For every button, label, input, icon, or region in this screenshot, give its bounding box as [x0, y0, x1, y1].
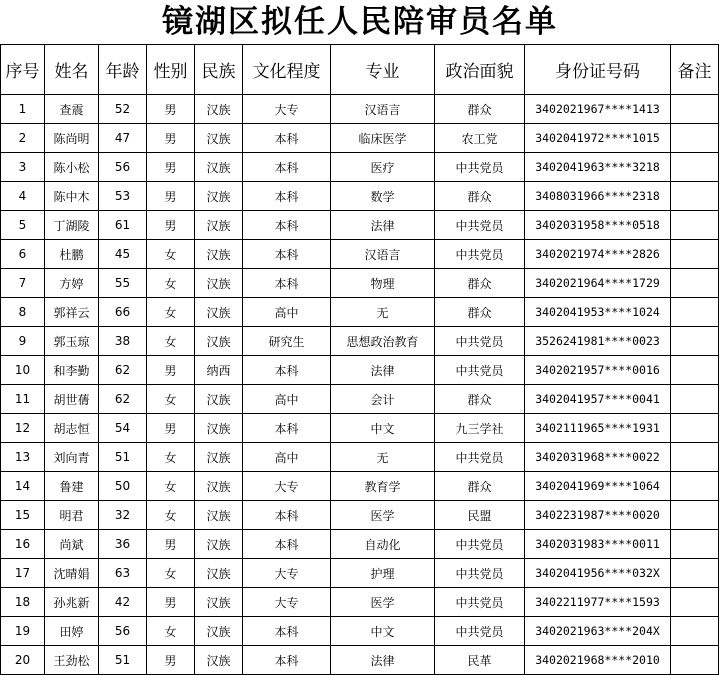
cell-name: 胡志恒 [45, 414, 99, 443]
cell-remarks [671, 153, 719, 182]
cell-age: 61 [99, 211, 147, 240]
cell-major: 法律 [331, 646, 435, 675]
cell-gender: 女 [147, 269, 195, 298]
cell-gender: 男 [147, 124, 195, 153]
cell-remarks [671, 501, 719, 530]
cell-id-number: 3402041963****3218 [525, 153, 671, 182]
cell-id-number: 3402021964****1729 [525, 269, 671, 298]
cell-id-number: 3402111965****1931 [525, 414, 671, 443]
cell-gender: 女 [147, 501, 195, 530]
cell-gender: 女 [147, 327, 195, 356]
cell-index: 2 [1, 124, 45, 153]
cell-education: 本科 [243, 269, 331, 298]
cell-age: 62 [99, 385, 147, 414]
cell-political-status: 中共党员 [435, 588, 525, 617]
table-body [1, 95, 719, 675]
cell-education: 本科 [243, 530, 331, 559]
cell-id-number: 3402231987****0020 [525, 501, 671, 530]
cell-index: 5 [1, 211, 45, 240]
cell-name: 胡世蒨 [45, 385, 99, 414]
cell-name: 陈中木 [45, 182, 99, 211]
cell-political-status: 中共党员 [435, 153, 525, 182]
header-gender: 性别 [147, 45, 195, 95]
cell-name: 鲁建 [45, 472, 99, 501]
cell-name: 沈晴娟 [45, 559, 99, 588]
header-id-number: 身份证号码 [525, 45, 671, 95]
cell-gender: 男 [147, 95, 195, 124]
cell-id-number: 3408031966****2318 [525, 182, 671, 211]
cell-political-status: 群众 [435, 269, 525, 298]
cell-education: 大专 [243, 472, 331, 501]
cell-remarks [671, 559, 719, 588]
header-major: 专业 [331, 45, 435, 95]
cell-major: 数学 [331, 182, 435, 211]
cell-name: 明君 [45, 501, 99, 530]
cell-education: 高中 [243, 298, 331, 327]
cell-gender: 男 [147, 646, 195, 675]
cell-major: 法律 [331, 211, 435, 240]
cell-major: 无 [331, 298, 435, 327]
cell-age: 38 [99, 327, 147, 356]
cell-remarks [671, 240, 719, 269]
table-row [1, 124, 719, 153]
cell-age: 66 [99, 298, 147, 327]
cell-name: 查震 [45, 95, 99, 124]
cell-major: 思想政治教育 [331, 327, 435, 356]
cell-id-number: 3402041956****032X [525, 559, 671, 588]
cell-education: 本科 [243, 240, 331, 269]
cell-remarks [671, 211, 719, 240]
cell-political-status: 民革 [435, 646, 525, 675]
cell-education: 大专 [243, 559, 331, 588]
cell-id-number: 3402041972****1015 [525, 124, 671, 153]
table-row [1, 298, 719, 327]
cell-id-number: 3402021957****0016 [525, 356, 671, 385]
cell-major: 中文 [331, 414, 435, 443]
header-political-status: 政治面貌 [435, 45, 525, 95]
cell-major: 护理 [331, 559, 435, 588]
cell-index: 20 [1, 646, 45, 675]
cell-remarks [671, 182, 719, 211]
cell-index: 3 [1, 153, 45, 182]
cell-ethnicity: 汉族 [195, 95, 243, 124]
cell-name: 和李勤 [45, 356, 99, 385]
cell-index: 7 [1, 269, 45, 298]
cell-index: 14 [1, 472, 45, 501]
table-row [1, 153, 719, 182]
header-row [1, 45, 719, 95]
cell-major: 临床医学 [331, 124, 435, 153]
cell-gender: 男 [147, 211, 195, 240]
cell-name: 丁湖陵 [45, 211, 99, 240]
cell-gender: 男 [147, 588, 195, 617]
cell-gender: 男 [147, 182, 195, 211]
cell-education: 本科 [243, 617, 331, 646]
cell-ethnicity: 汉族 [195, 153, 243, 182]
table-row [1, 182, 719, 211]
cell-major: 医学 [331, 588, 435, 617]
cell-major: 汉语言 [331, 95, 435, 124]
cell-gender: 男 [147, 356, 195, 385]
cell-age: 53 [99, 182, 147, 211]
cell-political-status: 中共党员 [435, 559, 525, 588]
cell-ethnicity: 汉族 [195, 327, 243, 356]
cell-age: 32 [99, 501, 147, 530]
cell-education: 大专 [243, 95, 331, 124]
table-row [1, 646, 719, 675]
cell-major: 物理 [331, 269, 435, 298]
cell-name: 方婷 [45, 269, 99, 298]
cell-ethnicity: 汉族 [195, 240, 243, 269]
header-index: 序号 [1, 45, 45, 95]
cell-education: 本科 [243, 153, 331, 182]
cell-id-number: 3402031968****0022 [525, 443, 671, 472]
table-row [1, 211, 719, 240]
cell-age: 51 [99, 443, 147, 472]
cell-gender: 女 [147, 472, 195, 501]
cell-ethnicity: 汉族 [195, 646, 243, 675]
cell-age: 54 [99, 414, 147, 443]
cell-ethnicity: 汉族 [195, 472, 243, 501]
table-row [1, 385, 719, 414]
cell-education: 高中 [243, 385, 331, 414]
cell-ethnicity: 汉族 [195, 617, 243, 646]
table-row [1, 559, 719, 588]
cell-id-number: 3526241981****0023 [525, 327, 671, 356]
cell-political-status: 群众 [435, 472, 525, 501]
header-ethnicity: 民族 [195, 45, 243, 95]
cell-major: 法律 [331, 356, 435, 385]
cell-ethnicity: 汉族 [195, 211, 243, 240]
cell-id-number: 3402041969****1064 [525, 472, 671, 501]
cell-id-number: 3402021967****1413 [525, 95, 671, 124]
cell-gender: 男 [147, 530, 195, 559]
cell-remarks [671, 356, 719, 385]
cell-index: 1 [1, 95, 45, 124]
cell-index: 11 [1, 385, 45, 414]
cell-age: 52 [99, 95, 147, 124]
cell-ethnicity: 汉族 [195, 298, 243, 327]
cell-age: 56 [99, 153, 147, 182]
cell-political-status: 中共党员 [435, 211, 525, 240]
cell-ethnicity: 汉族 [195, 414, 243, 443]
header-age: 年龄 [99, 45, 147, 95]
cell-education: 高中 [243, 443, 331, 472]
cell-name: 王劲松 [45, 646, 99, 675]
cell-political-status: 民盟 [435, 501, 525, 530]
cell-ethnicity: 汉族 [195, 182, 243, 211]
cell-ethnicity: 汉族 [195, 269, 243, 298]
cell-major: 会计 [331, 385, 435, 414]
cell-ethnicity: 汉族 [195, 385, 243, 414]
cell-gender: 女 [147, 240, 195, 269]
cell-remarks [671, 530, 719, 559]
cell-name: 陈尚明 [45, 124, 99, 153]
header-name: 姓名 [45, 45, 99, 95]
cell-remarks [671, 269, 719, 298]
cell-gender: 男 [147, 414, 195, 443]
cell-political-status: 中共党员 [435, 617, 525, 646]
cell-gender: 女 [147, 617, 195, 646]
cell-political-status: 中共党员 [435, 443, 525, 472]
cell-education: 本科 [243, 211, 331, 240]
table-row [1, 95, 719, 124]
table-row [1, 269, 719, 298]
cell-political-status: 中共党员 [435, 327, 525, 356]
cell-remarks [671, 327, 719, 356]
cell-id-number: 3402041957****0041 [525, 385, 671, 414]
cell-index: 16 [1, 530, 45, 559]
cell-major: 汉语言 [331, 240, 435, 269]
cell-index: 10 [1, 356, 45, 385]
juror-table [0, 44, 719, 675]
cell-index: 9 [1, 327, 45, 356]
cell-id-number: 3402021963****204X [525, 617, 671, 646]
cell-ethnicity: 汉族 [195, 501, 243, 530]
cell-political-status: 中共党员 [435, 240, 525, 269]
table-row [1, 472, 719, 501]
cell-political-status: 群众 [435, 385, 525, 414]
page-title: 镜湖区拟任人民陪审员名单 [162, 4, 558, 40]
cell-ethnicity: 汉族 [195, 530, 243, 559]
table-row [1, 443, 719, 472]
cell-id-number: 3402211977****1593 [525, 588, 671, 617]
cell-remarks [671, 124, 719, 153]
table-row [1, 327, 719, 356]
cell-ethnicity: 汉族 [195, 559, 243, 588]
table-row [1, 530, 719, 559]
cell-age: 36 [99, 530, 147, 559]
table-row [1, 501, 719, 530]
cell-education: 研究生 [243, 327, 331, 356]
cell-major: 自动化 [331, 530, 435, 559]
cell-ethnicity: 纳西 [195, 356, 243, 385]
cell-major: 医学 [331, 501, 435, 530]
cell-age: 50 [99, 472, 147, 501]
cell-id-number: 3402031983****0011 [525, 530, 671, 559]
cell-political-status: 农工党 [435, 124, 525, 153]
cell-remarks [671, 588, 719, 617]
cell-ethnicity: 汉族 [195, 124, 243, 153]
cell-id-number: 3402031958****0518 [525, 211, 671, 240]
cell-name: 尚斌 [45, 530, 99, 559]
cell-remarks [671, 443, 719, 472]
cell-index: 17 [1, 559, 45, 588]
cell-index: 13 [1, 443, 45, 472]
cell-index: 12 [1, 414, 45, 443]
cell-gender: 女 [147, 443, 195, 472]
cell-political-status: 群众 [435, 182, 525, 211]
cell-name: 孙兆新 [45, 588, 99, 617]
cell-remarks [671, 646, 719, 675]
cell-age: 62 [99, 356, 147, 385]
cell-name: 郭玉琼 [45, 327, 99, 356]
cell-name: 郭祥云 [45, 298, 99, 327]
cell-education: 大专 [243, 588, 331, 617]
cell-major: 医疗 [331, 153, 435, 182]
table-row [1, 617, 719, 646]
cell-major: 教育学 [331, 472, 435, 501]
cell-remarks [671, 95, 719, 124]
cell-age: 47 [99, 124, 147, 153]
cell-name: 田婷 [45, 617, 99, 646]
cell-gender: 男 [147, 153, 195, 182]
cell-gender: 女 [147, 559, 195, 588]
header-remarks: 备注 [671, 45, 719, 95]
cell-id-number: 3402041953****1024 [525, 298, 671, 327]
cell-remarks [671, 617, 719, 646]
cell-name: 陈小松 [45, 153, 99, 182]
header-education: 文化程度 [243, 45, 331, 95]
cell-index: 6 [1, 240, 45, 269]
cell-id-number: 3402021974****2826 [525, 240, 671, 269]
cell-political-status: 群众 [435, 95, 525, 124]
cell-remarks [671, 385, 719, 414]
cell-index: 18 [1, 588, 45, 617]
cell-age: 63 [99, 559, 147, 588]
cell-id-number: 3402021968****2010 [525, 646, 671, 675]
cell-index: 15 [1, 501, 45, 530]
table-row [1, 414, 719, 443]
cell-major: 中文 [331, 617, 435, 646]
cell-ethnicity: 汉族 [195, 443, 243, 472]
cell-age: 42 [99, 588, 147, 617]
cell-index: 19 [1, 617, 45, 646]
cell-education: 本科 [243, 356, 331, 385]
cell-education: 本科 [243, 501, 331, 530]
cell-political-status: 九三学社 [435, 414, 525, 443]
cell-gender: 女 [147, 385, 195, 414]
cell-age: 55 [99, 269, 147, 298]
cell-political-status: 中共党员 [435, 530, 525, 559]
table-row [1, 588, 719, 617]
cell-remarks [671, 298, 719, 327]
cell-education: 本科 [243, 646, 331, 675]
cell-education: 本科 [243, 124, 331, 153]
cell-political-status: 群众 [435, 298, 525, 327]
cell-gender: 女 [147, 298, 195, 327]
cell-name: 杜鹏 [45, 240, 99, 269]
table-header [1, 45, 719, 95]
table-row [1, 356, 719, 385]
cell-age: 56 [99, 617, 147, 646]
table-row [1, 240, 719, 269]
cell-major: 无 [331, 443, 435, 472]
cell-age: 45 [99, 240, 147, 269]
cell-education: 本科 [243, 414, 331, 443]
cell-remarks [671, 414, 719, 443]
cell-name: 刘向青 [45, 443, 99, 472]
cell-age: 51 [99, 646, 147, 675]
cell-ethnicity: 汉族 [195, 588, 243, 617]
cell-index: 8 [1, 298, 45, 327]
cell-political-status: 中共党员 [435, 356, 525, 385]
cell-remarks [671, 472, 719, 501]
cell-index: 4 [1, 182, 45, 211]
cell-education: 本科 [243, 182, 331, 211]
